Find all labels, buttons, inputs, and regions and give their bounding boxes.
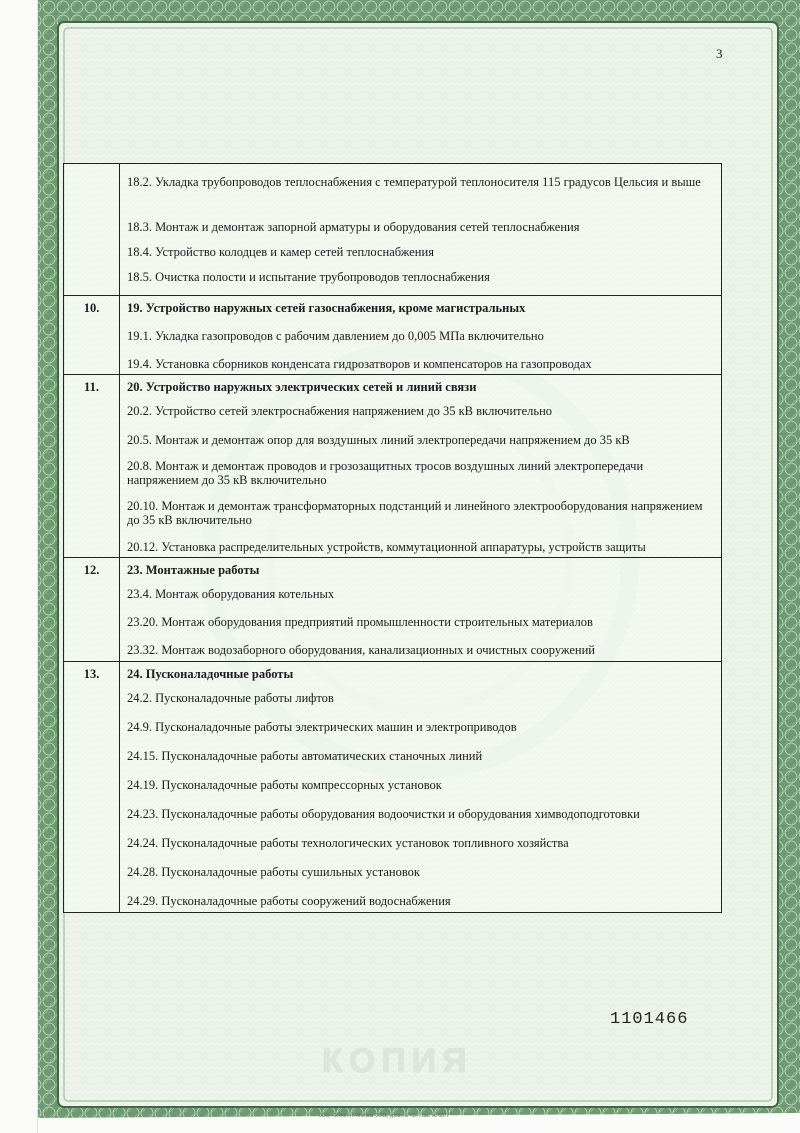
list-item: 24.24. Пусконаладочные работы технологических установок топливного хозяйства xyxy=(127,836,569,850)
list-item: 20.5. Монтаж и демонтаж опор для воздушных линий электропередачи напряжением до 35 кВ xyxy=(127,433,630,447)
list-item: 19.1. Укладка газопроводов с рабочим давлением до 0,005 МПа включительно xyxy=(127,329,544,343)
list-item: 24.9. Пусконаладочные работы электрических машин и электроприводов xyxy=(127,720,517,734)
list-item: 24.29. Пусконаладочные работы сооружений водоснабжения xyxy=(127,894,451,908)
list-item: 18.4. Устройство колодцев и камер сетей теплоснабжения xyxy=(127,245,434,259)
section-heading: 19. Устройство наружных сетей газоснабжения, кроме магистральных xyxy=(127,301,526,315)
section-heading: 20. Устройство наружных электрических сетей и линий связи xyxy=(127,380,477,394)
list-item: 24.15. Пусконаладочные работы автоматических станочных линий xyxy=(127,749,483,763)
list-item: 18.5. Очистка полости и испытание трубопроводов теплоснабжения xyxy=(127,270,490,284)
printer-imprint: ООО «ЗНАК», г. Москва, 2011, уровень «Б», зак. № 6577 xyxy=(318,1113,450,1119)
table-row xyxy=(64,557,721,661)
table-row xyxy=(64,164,721,295)
list-item: 20.8. Монтаж и демонтаж проводов и грозозащитных тросов воздушных линий электропередачи напряжением до 35 кВ включительно xyxy=(127,459,644,487)
list-item: 24.2. Пусконаладочные работы лифтов xyxy=(127,691,334,705)
list-item: 18.2. Укладка трубопроводов теплоснабжения с температурой теплоносителя 115 градусов Цельсия и выше xyxy=(127,175,701,189)
row-number: 12. xyxy=(64,558,120,661)
row-number: 10. xyxy=(64,296,120,374)
row-number: 11. xyxy=(64,375,120,557)
list-item: 24.23. Пусконаладочные работы оборудования водоочистки и оборудования химводоподготовки xyxy=(127,807,640,821)
section-heading: 23. Монтажные работы xyxy=(127,563,260,577)
list-item: 23.20. Монтаж оборудования предприятий промышленности строительных материалов xyxy=(127,615,593,629)
list-item: 24.28. Пусконаладочные работы сушильных установок xyxy=(127,865,420,879)
row-number: 13. xyxy=(64,662,120,912)
list-item: 23.32. Монтаж водозаборного оборудования, канализационных и очистных сооружений xyxy=(127,643,595,657)
list-item: 20.10. Монтаж и демонтаж трансформаторных подстанций и линейного электрооборудования напряжением до 35 кВ включительно xyxy=(127,499,703,527)
list-item: 19.4. Установка сборников конденсата гидрозатворов и компенсаторов на газопроводах xyxy=(127,357,592,371)
list-item: 24.19. Пусконаладочные работы компрессорных установок xyxy=(127,778,442,792)
copy-stamp: КОПИЯ xyxy=(322,1042,473,1080)
row-number xyxy=(64,164,120,295)
table-row xyxy=(64,295,721,374)
activities-table xyxy=(63,163,722,913)
list-item: 23.4. Монтаж оборудования котельных xyxy=(127,587,335,601)
list-item: 18.3. Монтаж и демонтаж запорной арматуры и оборудования сетей теплоснабжения xyxy=(127,220,580,234)
section-heading: 24. Пусконаладочные работы xyxy=(127,667,294,681)
list-item: 20.12. Установка распределительных устройств, коммутационной аппаратуры, устройств защиты xyxy=(127,540,646,554)
serial-number: 1101466 xyxy=(610,1010,689,1029)
list-item: 20.2. Устройство сетей электроснабжения напряжением до 35 кВ включительно xyxy=(127,404,553,418)
table-row xyxy=(64,374,721,557)
table-row xyxy=(64,661,721,912)
page-number: 3 xyxy=(716,46,723,61)
